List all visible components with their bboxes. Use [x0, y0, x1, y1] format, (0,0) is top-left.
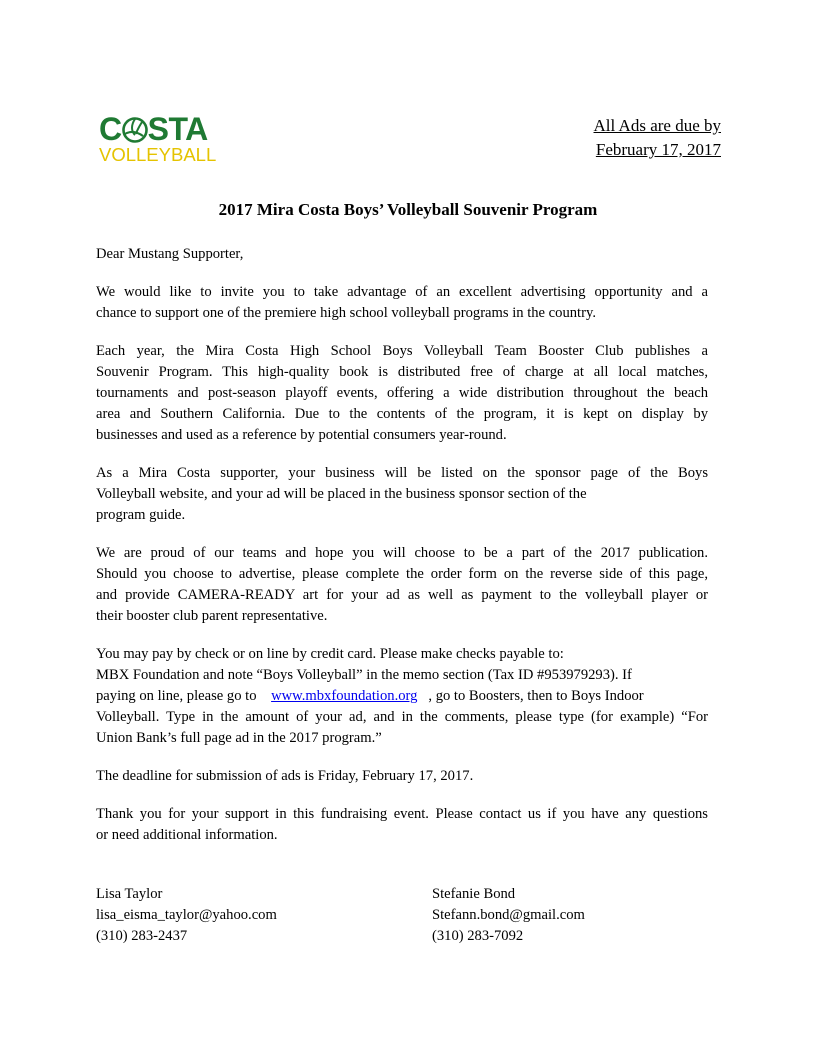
paragraph-thanks: Thank you for your support in this fundraising event. Please contact us if you have any questions or need additional information. [96, 806, 708, 843]
paragraph-deadline: The deadline for submission of ads is Friday, February 17, 2017. [96, 768, 474, 784]
paragraph-sponsor: As a Mira Costa supporter, your business will be listed on the sponsor page of the Boys Volleyball website, and your ad will be placed in the business sponsor section of the program guide. [96, 465, 708, 523]
mbx-foundation-link[interactable]: www.mbxfoundation.org [271, 688, 418, 704]
due-notice-line2: February 17, 2017 [595, 140, 721, 159]
costa-volleyball-logo [99, 112, 239, 168]
paragraph-payment: You may pay by check or on line by credit card. Please make checks payable to: MBX Foundation and note “Boys Volleyball” in the memo section (Tax ID #953979293). If paying on line, please go to www.mbxfoundation.org , go to Boosters, then to Boys Indoor Volleyball. Type in the amount of your ad, and in the comments, please type (for example) “For Union Bank’s full page ad in the 2017 program.” [96, 646, 708, 746]
page-title: 2017 Mira Costa Boys’ Volleyball Souvenir Program [218, 200, 598, 219]
logo-subtitle: VOLLEYBALL [99, 144, 217, 165]
paragraph-invite: We would like to invite you to take advantage of an excellent advertising opportunity and a chance to support one of the premiere high school volleyball programs in the country. [96, 284, 708, 321]
contact-phone: (310) 283-7092 [432, 928, 524, 944]
paragraph-publication: We are proud of our teams and hope you will choose to be a part of the 2017 publication. Should you choose to advertise, please complete the order form on the reverse side of this page, and provide CAMERA-READY art for your ad as well as payment to the volleyball player or their booster club parent representative. [96, 545, 708, 624]
contact-email: lisa_eisma_taylor@yahoo.com [96, 907, 277, 923]
logo-wordmark: C STA [99, 111, 208, 147]
contact-email: Stefann.bond@gmail.com [432, 907, 585, 923]
paragraph-program: Each year, the Mira Costa High School Boys Volleyball Team Booster Club publishes a Souvenir Program. This high-quality book is distributed free of charge at all local matches, tournaments and post-season playoff events, offering a wide distribution throughout the beach area and Southern California. Due to the contents of the program, it is kept on display by businesses and used as a reference by potential consumers year-round. [96, 343, 708, 443]
contact-phone: (310) 283-2437 [96, 928, 188, 944]
contact-stefanie-bond [432, 884, 585, 947]
contact-name: Lisa Taylor [96, 886, 163, 902]
contact-name: Stefanie Bond [432, 886, 516, 902]
due-notice-line1: All Ads are due by [593, 116, 721, 135]
letter-body [96, 244, 708, 863]
due-date-notice [594, 114, 721, 162]
volleyball-icon [122, 117, 148, 143]
contact-lisa-taylor [96, 884, 277, 947]
salutation: Dear Mustang Supporter, [96, 246, 244, 262]
